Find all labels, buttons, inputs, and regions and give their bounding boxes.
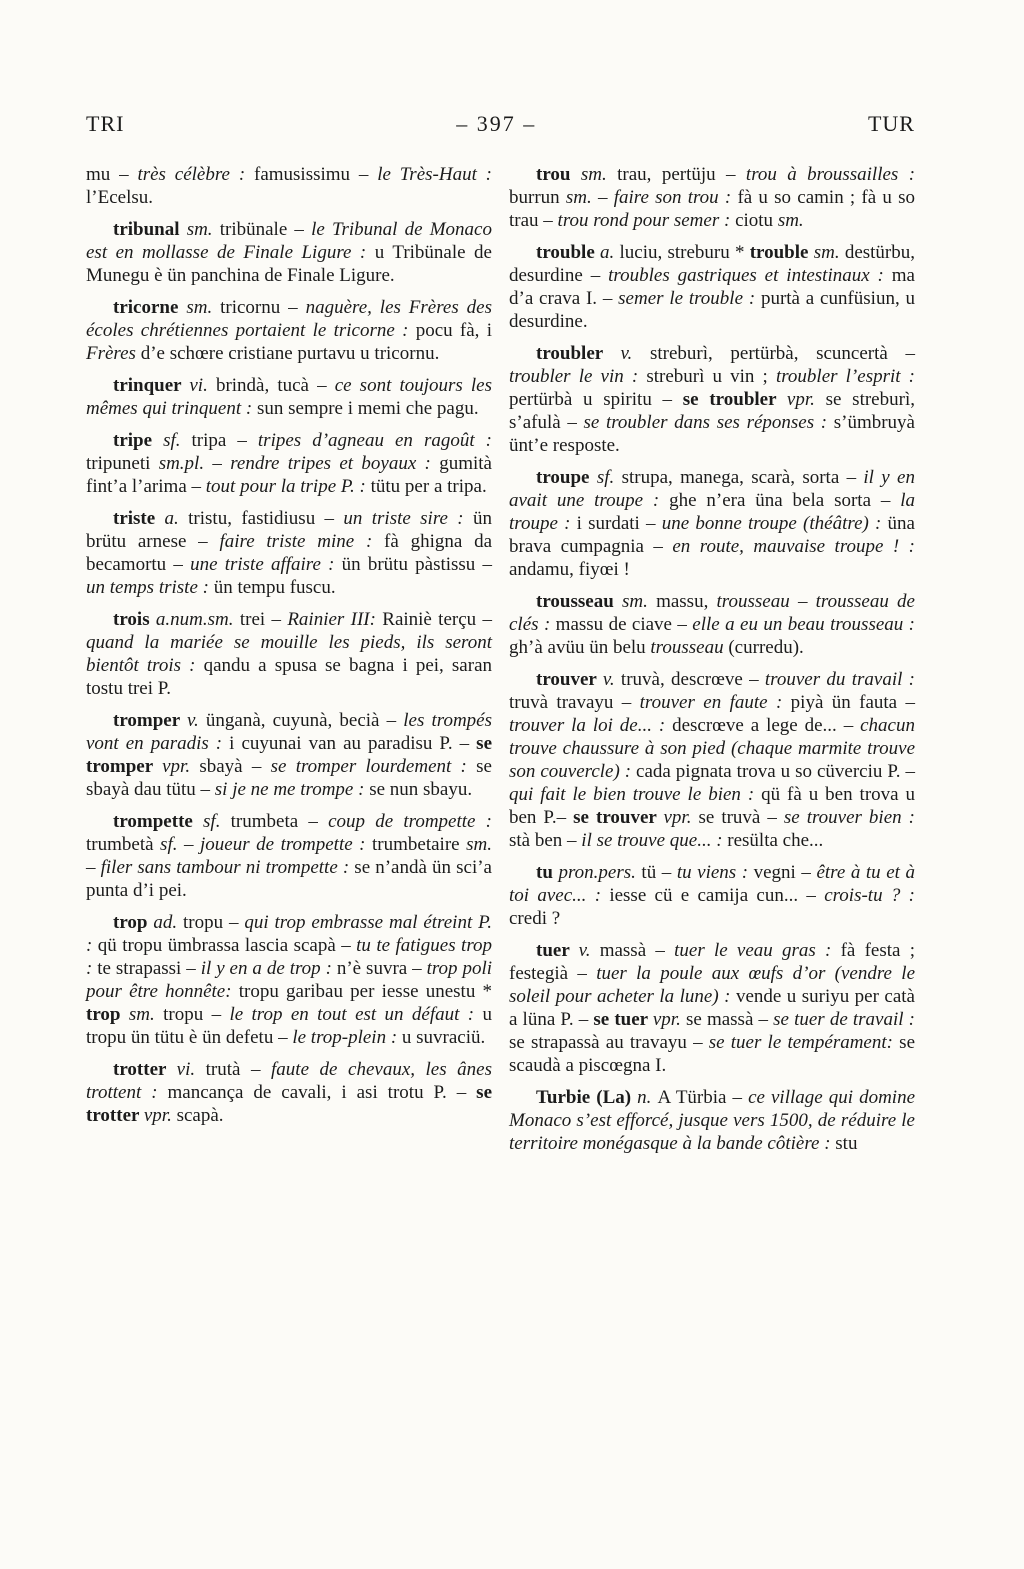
italic-segment: sm. xyxy=(565,187,598,208)
italic-segment: tuer la poule aux œufs d’or (vendre le soleil pour acheter la lune) : xyxy=(509,963,916,1007)
text-segment: ün tempu fuscu. xyxy=(213,577,336,598)
text-segment: massu, xyxy=(656,591,717,612)
left-column xyxy=(86,163,492,1164)
italic-segment: trouver en faute : xyxy=(639,692,791,713)
entry-trouble xyxy=(509,241,915,333)
italic-segment: elle a eu un beau trousseau : xyxy=(692,614,916,635)
italic-segment: il y en avait une troupe : xyxy=(509,467,915,511)
text-segment: tricornu – xyxy=(220,297,306,318)
italic-segment: chacun trouve chaussure à son pied (chaque marmite trouve son couvercle) : xyxy=(509,715,915,782)
italic-segment: si je ne me trompe : xyxy=(214,779,370,800)
italic-segment: semer le trouble : xyxy=(618,288,761,309)
italic-segment: se tromper lourdement : xyxy=(270,756,477,777)
italic-segment: faire triste mine : xyxy=(219,531,385,552)
text-segment: – xyxy=(183,834,200,855)
headword: troupe xyxy=(536,467,597,488)
italic-segment: quand la mariée se mouille les pieds, ils seront bientôt trois : xyxy=(86,632,492,676)
text-segment: destürbu, desurdine – xyxy=(509,242,915,286)
italic-segment: sm. xyxy=(813,242,845,263)
text-segment: tripa – xyxy=(191,430,258,451)
italic-segment: être à tu et à toi avec... : xyxy=(509,862,915,906)
headword: Turbie (La) xyxy=(536,1087,638,1108)
italic-segment: sm. xyxy=(186,297,221,318)
italic-segment: le trop en tout est un défaut : xyxy=(229,1004,483,1025)
text-segment: trutà – xyxy=(205,1059,272,1080)
text-segment: iesse cü e camija cun... – xyxy=(609,885,825,906)
text-segment: se streburì, s’afulà – xyxy=(509,389,915,433)
entry-trouver xyxy=(509,668,915,852)
italic-segment: troubler le vin : xyxy=(509,366,647,387)
text-segment: tütu per a tripa. xyxy=(370,476,487,497)
text-segment: scapà. xyxy=(176,1105,224,1126)
text-segment: purtà a cunfüsiun, u desurdine. xyxy=(509,288,915,332)
headword: tricorne xyxy=(113,297,187,318)
entry-trousseau xyxy=(509,590,915,659)
italic-segment: un triste sire : xyxy=(343,508,473,529)
italic-segment: trou rond pour semer : xyxy=(557,210,736,231)
headword: se troubler xyxy=(682,389,787,410)
italic-segment: vpr. xyxy=(786,389,826,410)
headword: trouble xyxy=(749,242,814,263)
italic-segment: une triste affaire : xyxy=(190,554,342,575)
text-segment: stà ben – xyxy=(509,830,582,851)
text-segment: se sbayà dau tütu – xyxy=(86,756,492,800)
italic-segment: a. xyxy=(164,508,189,529)
italic-segment: v. xyxy=(602,669,621,690)
italic-segment: rendre tripes et boyaux : xyxy=(230,453,440,474)
text-columns xyxy=(86,163,915,1164)
italic-segment: trousseau xyxy=(716,591,798,612)
text-segment: tropu – xyxy=(163,1004,230,1025)
italic-segment: se trouver bien : xyxy=(783,807,915,828)
text-segment: trei – xyxy=(239,609,288,630)
italic-segment: Frères xyxy=(86,343,141,364)
italic-segment: vi. xyxy=(176,1059,206,1080)
headword: trousseau xyxy=(536,591,622,612)
text-segment: burrun xyxy=(509,187,566,208)
text-segment: andamu, fiyœi ! xyxy=(509,559,630,580)
text-segment: u Tribünale de Munegu è ün panchina de Finale Ligure. xyxy=(86,242,492,286)
italic-segment: trou à broussailles : xyxy=(745,164,916,185)
headword: trotter xyxy=(113,1059,177,1080)
italic-segment: trop poli pour être honnête: xyxy=(86,958,493,1002)
text-segment: se scaudà a piscœgna I. xyxy=(509,1032,915,1076)
text-segment: qü tropu ümbrassa lascia scapà – xyxy=(97,935,357,956)
headword: tribunal xyxy=(113,219,187,240)
italic-segment: tripes d’agneau en ragoût : xyxy=(257,430,492,451)
text-segment: luciu, streburu * xyxy=(619,242,750,263)
italic-segment: il se trouve que... : xyxy=(581,830,728,851)
italic-segment: se tuer le tempérament: xyxy=(708,1032,900,1053)
text-segment: se nun sbayu. xyxy=(369,779,473,800)
text-segment: vende u suriyu per catà a lüna P. – xyxy=(509,986,915,1030)
italic-segment: vi. xyxy=(189,375,216,396)
entry-trou xyxy=(509,163,915,232)
headword: trop xyxy=(86,1004,129,1025)
headword: se trotter xyxy=(86,1082,492,1126)
italic-segment: v. xyxy=(186,710,206,731)
italic-segment: faute de chevaux, les ânes trottent : xyxy=(86,1059,492,1103)
headword: trinquer xyxy=(113,375,190,396)
italic-segment: sm. xyxy=(128,1004,164,1025)
italic-segment: sm. xyxy=(621,591,657,612)
italic-segment: Rainier III: xyxy=(287,609,383,630)
italic-segment: la troupe : xyxy=(509,490,915,534)
italic-segment: tu viens : xyxy=(676,862,754,883)
italic-segment: le Très-Haut : xyxy=(377,164,493,185)
italic-segment: tout pour la tripe P. : xyxy=(205,476,371,497)
text-segment: gumità fint’a l’arima – xyxy=(86,453,492,497)
text-segment: Rainiè terçu – xyxy=(382,609,492,630)
italic-segment: a. xyxy=(600,242,620,263)
entry-tu xyxy=(509,861,915,930)
italic-segment: faire son trou : xyxy=(613,187,738,208)
entry-trompette xyxy=(86,810,492,902)
text-segment: fà festa ; festegià – xyxy=(509,940,915,984)
text-segment: sun sempre i memi che pagu. xyxy=(256,398,479,419)
text-segment: ma d’a crava I. – xyxy=(509,265,915,309)
italic-segment: tu te fatigues trop : xyxy=(86,935,493,979)
italic-segment: en route, mauvaise troupe ! : xyxy=(672,536,915,557)
text-segment: truvà, descrœve – xyxy=(620,669,765,690)
headword: tromper xyxy=(113,710,187,731)
text-segment: vegni – xyxy=(753,862,817,883)
text-segment: tripuneti xyxy=(86,453,159,474)
headword: trouble xyxy=(536,242,600,263)
text-segment: tropu – xyxy=(182,912,245,933)
text-segment: pertürbà u spiritu – xyxy=(509,389,683,410)
text-segment: massà – xyxy=(599,940,675,961)
italic-segment: trouver du travail : xyxy=(764,669,916,690)
headword: triste xyxy=(113,508,165,529)
text-segment: descrœve a lege de... – xyxy=(672,715,861,736)
entry-turbie-la xyxy=(509,1086,915,1155)
text-segment: ün brütu pàstissu – xyxy=(341,554,493,575)
header-guide-word-left: TRI xyxy=(86,111,125,136)
italic-segment: vpr. xyxy=(162,756,200,777)
italic-segment: sm. xyxy=(580,164,618,185)
text-segment: mu – xyxy=(86,164,138,185)
italic-segment: vpr. xyxy=(652,1009,686,1030)
text-segment: trumbetà xyxy=(86,834,161,855)
text-segment: – xyxy=(86,857,101,878)
italic-segment: trouver la loi de... : xyxy=(509,715,673,736)
entry-troupe xyxy=(509,466,915,581)
italic-segment: troubler l’esprit : xyxy=(775,366,915,387)
text-segment: l’Ecelsu. xyxy=(86,187,154,208)
text-segment: qandu a spusa se bagna i pei, saran tostu trei P. xyxy=(86,655,493,699)
headword: trompette xyxy=(113,811,204,832)
text-segment: se strapassà au travayu – xyxy=(509,1032,709,1053)
italic-segment: très célèbre : xyxy=(137,164,254,185)
text-segment: streburì, pertürbà, scuncertà – xyxy=(649,343,915,364)
headword: se tromper xyxy=(86,733,492,777)
text-segment: famusissimu – xyxy=(254,164,378,185)
entry-mu-continuation xyxy=(86,163,492,209)
text-segment: – xyxy=(212,453,231,474)
italic-segment: sm. xyxy=(466,834,492,855)
running-head xyxy=(86,112,915,136)
text-segment: trau, pertüju – xyxy=(617,164,746,185)
headword: trois xyxy=(113,609,156,630)
text-segment: – xyxy=(597,187,614,208)
text-segment: u suvraciü. xyxy=(401,1027,486,1048)
italic-segment: n. xyxy=(637,1087,658,1108)
text-segment: s’ümbruyà ünt’e resposte. xyxy=(509,412,915,456)
text-segment: tropu garibau per iesse unestu * xyxy=(238,981,492,1002)
text-segment: mancança de cavali, i asi trotu P. – xyxy=(167,1082,477,1103)
text-segment: ünganà, cuyunà, becià – xyxy=(205,710,404,731)
italic-segment: se tuer de travail : xyxy=(773,1009,916,1030)
italic-segment: troubles gastriques et intestinaux : xyxy=(608,265,892,286)
text-segment: resülta che... xyxy=(727,830,824,851)
headword: tu xyxy=(536,862,559,883)
italic-segment: les trompés vont en paradis : xyxy=(86,710,493,754)
italic-segment: crois-tu ? : xyxy=(824,885,915,906)
text-segment: truvà travayu – xyxy=(509,692,640,713)
italic-segment: ad. xyxy=(153,912,183,933)
italic-segment: pron.pers. xyxy=(558,862,642,883)
italic-segment: qui trop embrasse mal étreint P. : xyxy=(86,912,493,956)
italic-segment: sf. xyxy=(163,430,192,451)
text-segment: se massà – xyxy=(685,1009,774,1030)
headword: se tuer xyxy=(593,1009,653,1030)
italic-segment: tuer le veau gras : xyxy=(674,940,841,961)
italic-segment: se troubler dans ses réponses : xyxy=(583,412,834,433)
entry-triste xyxy=(86,507,492,599)
text-segment: brindà, tucà – xyxy=(215,375,335,396)
italic-segment: sm.pl. xyxy=(158,453,213,474)
italic-segment: sf. xyxy=(203,811,231,832)
text-segment: tristu, fastidiusu – xyxy=(188,508,344,529)
text-segment: (curredu). xyxy=(728,637,804,658)
text-segment: ciotu xyxy=(735,210,778,231)
headword: tripe xyxy=(113,430,164,451)
italic-segment: v. xyxy=(578,940,600,961)
text-segment: cada pignata trova u so cüverciu P. – xyxy=(636,761,915,782)
italic-segment: le Tribunal de Monaco est en mollasse de Finale Ligure : xyxy=(86,219,492,263)
text-segment: streburì u vin ; xyxy=(646,366,776,387)
entry-troubler xyxy=(509,342,915,457)
entry-tribunal xyxy=(86,218,492,287)
italic-segment: une bonne troupe (théâtre) : xyxy=(661,513,888,534)
text-segment: d’e schœre cristiane purtavu u tricornu. xyxy=(140,343,440,364)
text-segment: se truvà – xyxy=(698,807,784,828)
italic-segment: trousseau de clés : xyxy=(509,591,915,635)
text-segment: trumbeta – xyxy=(230,811,329,832)
text-segment: sbayà – xyxy=(199,756,271,777)
text-segment: ghe n’era üna bela sorta – xyxy=(669,490,901,511)
headword: tuer xyxy=(536,940,579,961)
italic-segment: ce village qui domine Monaco s’est efforcé, jusque vers 1500, de réduire le territoire monégasque à la bande côtière : xyxy=(509,1087,916,1154)
italic-segment: vpr. xyxy=(663,807,699,828)
italic-segment: sm. xyxy=(777,210,804,231)
italic-segment: coup de trompette : xyxy=(328,811,492,832)
italic-segment: trousseau xyxy=(650,637,729,658)
italic-segment: sf. xyxy=(160,834,184,855)
text-segment: fà ghigna da becamortu – xyxy=(86,531,492,575)
text-segment: i surdati – xyxy=(576,513,662,534)
text-segment: i cuyunai van au paradisu P. – xyxy=(229,733,477,754)
italic-segment: ce sont toujours les mêmes qui trinquent : xyxy=(86,375,493,419)
entry-trotter xyxy=(86,1058,492,1127)
entry-trinquer xyxy=(86,374,492,420)
text-segment: u tropu ün tütu è ün defetu – xyxy=(86,1004,492,1048)
headword: troubler xyxy=(536,343,621,364)
italic-segment: il y en a de trop : xyxy=(200,958,337,979)
italic-segment: joueur de trompette : xyxy=(200,834,373,855)
text-segment: tribünale – xyxy=(219,219,312,240)
text-segment: fà u so camin ; fà u so trau – xyxy=(509,187,916,231)
text-segment: n’è suvra – xyxy=(336,958,427,979)
headword: trou xyxy=(536,164,581,185)
italic-segment: a.num.sm. xyxy=(155,609,240,630)
italic-segment: vpr. xyxy=(143,1105,177,1126)
right-column xyxy=(509,163,915,1164)
text-segment: ün brütu arnese – xyxy=(86,508,492,552)
entry-tricorne xyxy=(86,296,492,365)
text-segment: qü fà u ben trova u ben P.– xyxy=(509,784,916,828)
entry-tromper xyxy=(86,709,492,801)
entry-trois xyxy=(86,608,492,700)
italic-segment: le trop-plein : xyxy=(292,1027,402,1048)
text-segment: – xyxy=(797,591,816,612)
text-segment: se n’andà ün sci’a punta d’i pei. xyxy=(86,857,492,901)
entry-trop xyxy=(86,911,492,1049)
text-segment: strupa, manega, scarà, sorta – xyxy=(621,467,864,488)
text-segment: trumbetaire xyxy=(372,834,467,855)
header-guide-word-right: TUR xyxy=(867,111,915,136)
text-segment: gh’à avüu ün belu xyxy=(509,637,651,658)
text-segment: massu de ciave – xyxy=(555,614,693,635)
italic-segment: qui fait le bien trouve le bien : xyxy=(509,784,762,805)
italic-segment: un temps triste : xyxy=(86,577,214,598)
italic-segment: v. xyxy=(620,343,650,364)
text-segment: te strapassi – xyxy=(97,958,201,979)
italic-segment: sm. xyxy=(186,219,220,240)
italic-segment: naguère, les Frères des écoles chrétiennes portaient le tricorne : xyxy=(86,297,492,341)
italic-segment: filer sans tambour ni trompette : xyxy=(100,857,355,878)
text-segment: tü – xyxy=(641,862,677,883)
italic-segment: sf. xyxy=(596,467,622,488)
text-segment: pocu fà, i xyxy=(415,320,492,341)
text-segment: stu xyxy=(835,1133,858,1154)
headword: trouver xyxy=(536,669,603,690)
headword: trop xyxy=(113,912,154,933)
text-segment: A Türbia – xyxy=(657,1087,749,1108)
text-segment: üna brava cumpagnia – xyxy=(509,513,915,557)
text-segment: credi ? xyxy=(509,908,561,929)
text-segment: piyà ün fauta – xyxy=(790,692,915,713)
headword: se trouver xyxy=(573,807,664,828)
header-page-number: – 397 – xyxy=(456,111,537,136)
entry-tripe xyxy=(86,429,492,498)
entry-tuer xyxy=(509,939,915,1077)
